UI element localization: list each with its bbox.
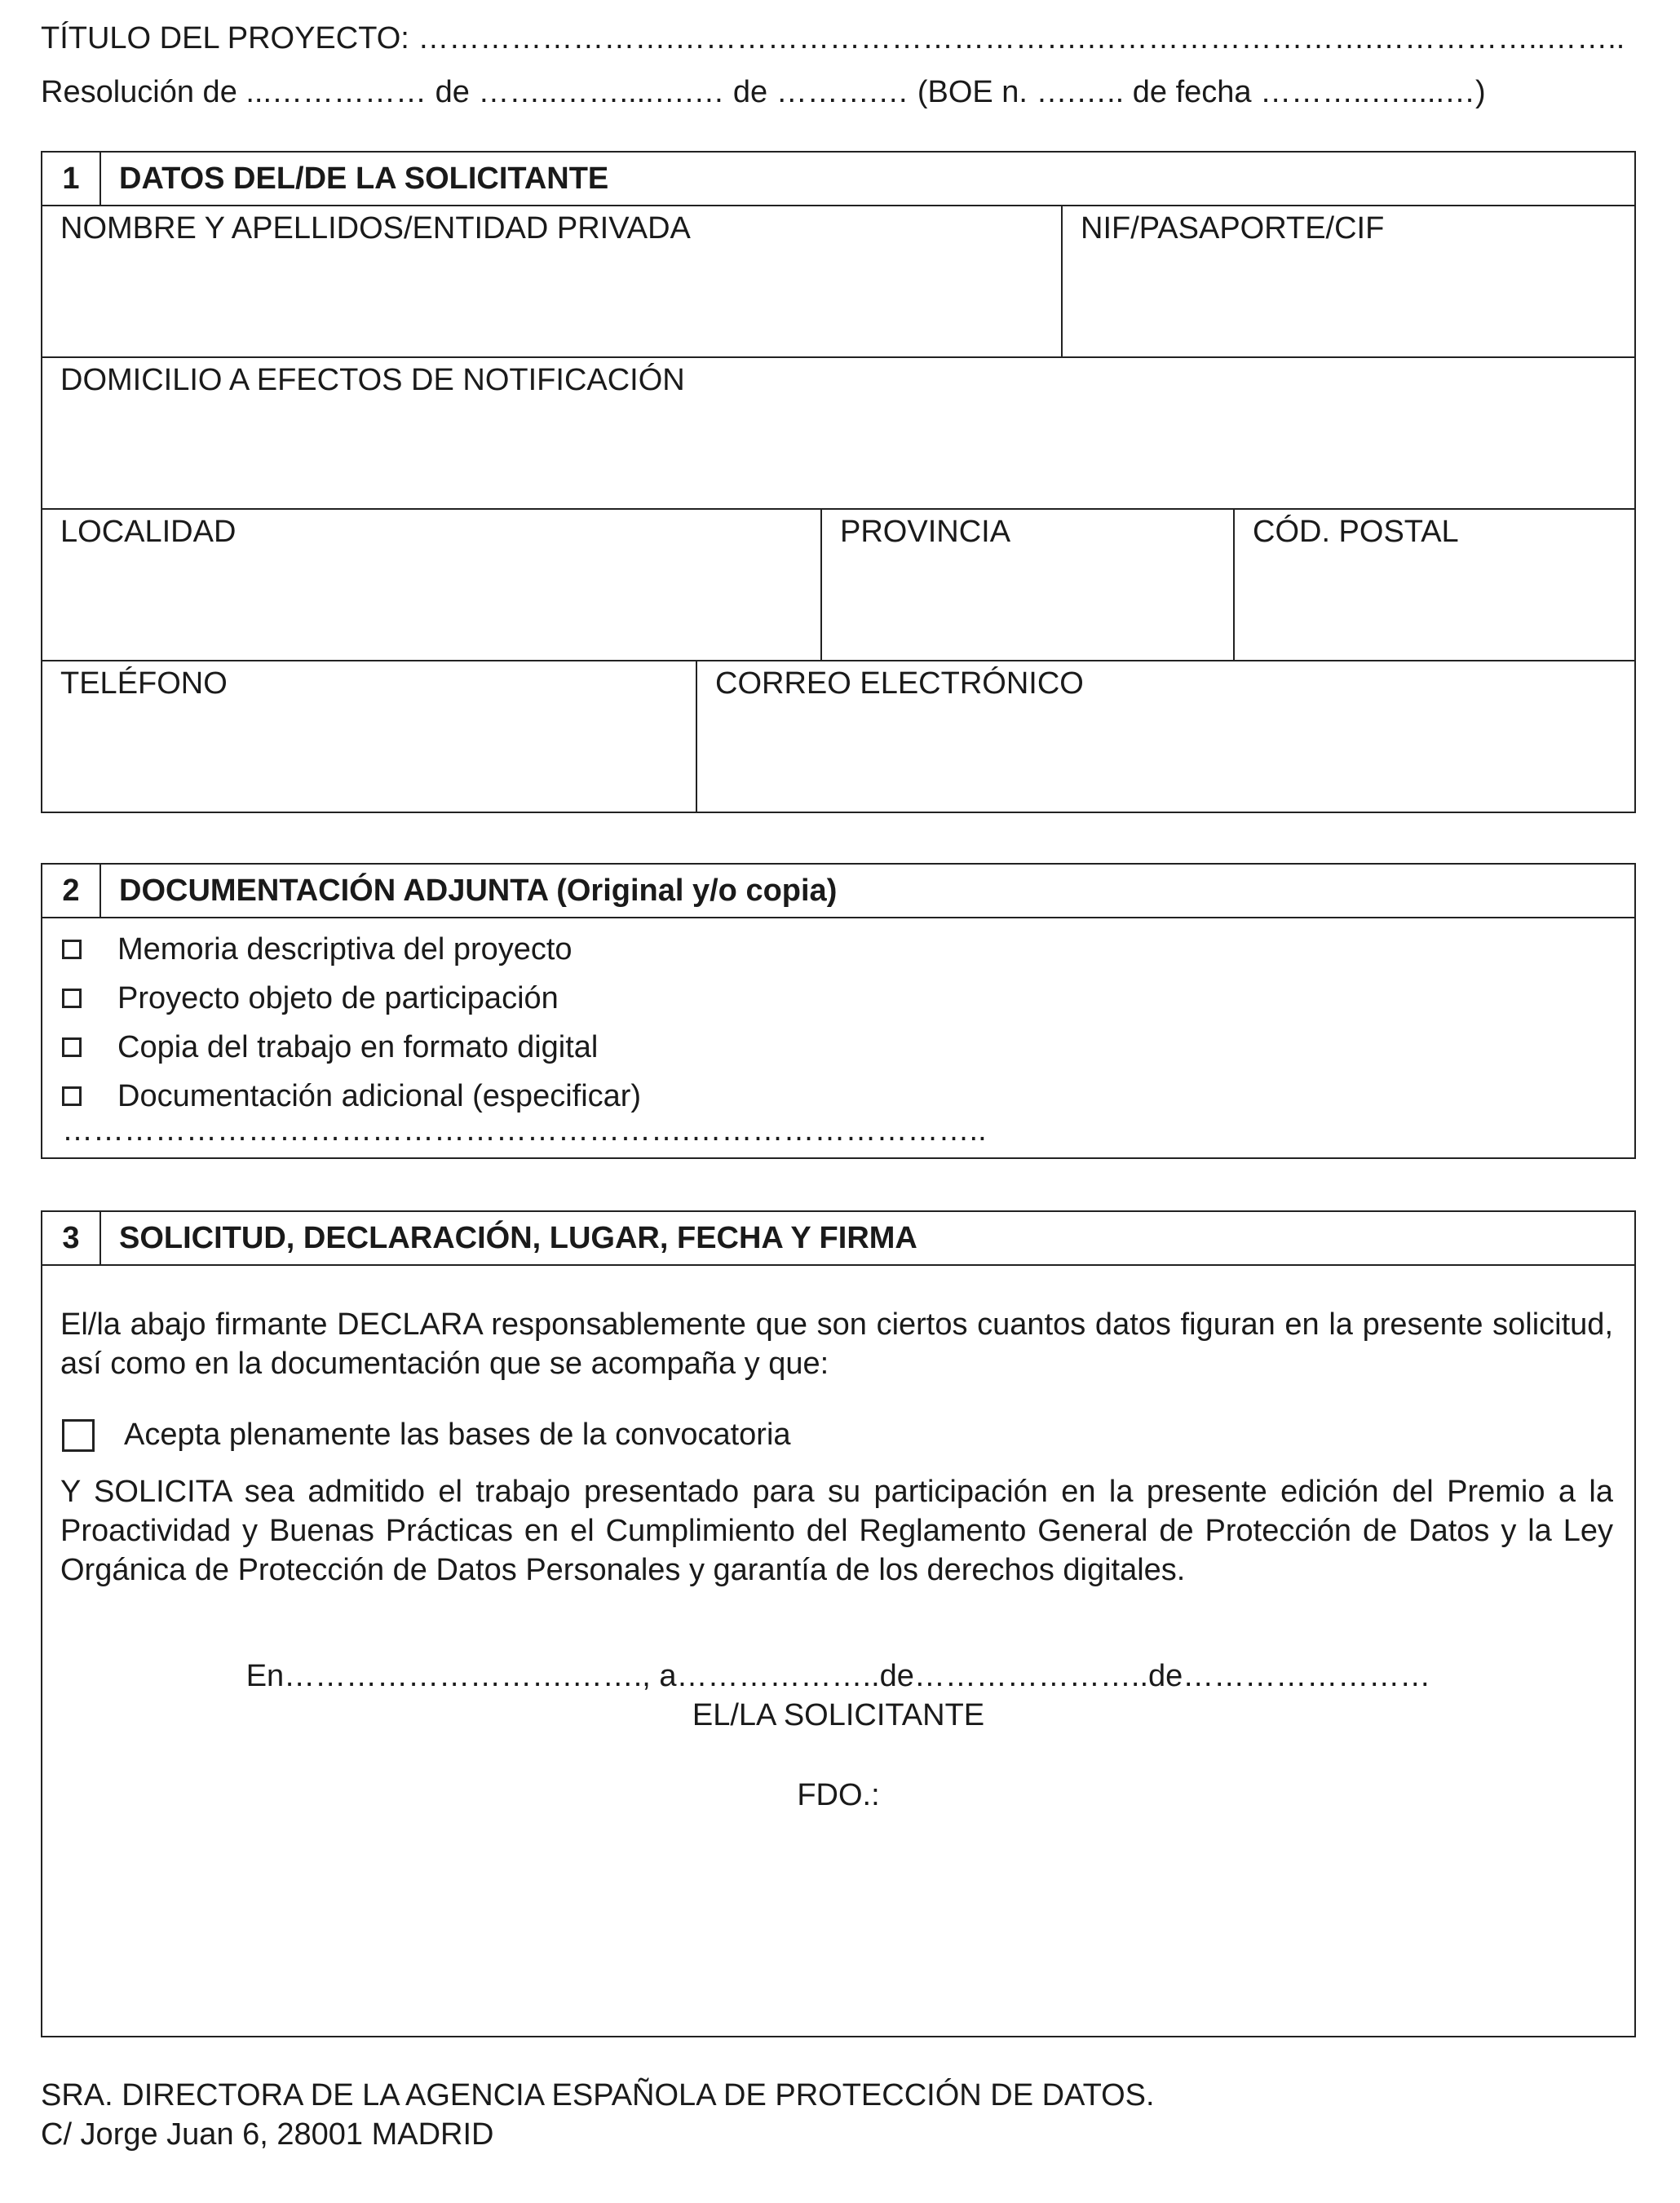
place-date-line[interactable]: En……………………….……., a………………..de…………………..de…………………… [245,1659,1431,1693]
checklist-label: Proyecto objeto de participación [117,980,559,1015]
accept-terms-row [62,1418,1634,1453]
section-2-header [42,865,1634,918]
checkbox-icon[interactable] [62,1419,95,1452]
section-title: DOCUMENTACIÓN ADJUNTA (Original y/o copia) [119,873,838,908]
checklist-item [42,925,1634,974]
signature-label: FDO.: [797,1778,880,1812]
section-title: SOLICITUD, DECLARACIÓN, LUGAR, FECHA Y FIRMA [119,1220,917,1255]
telefono-field[interactable]: TELÉFONO [42,661,697,812]
address-line: C/ Jorge Juan 6, 28001 MADRID [41,2117,494,2152]
section-1-header [42,153,1634,206]
section-request-signature [41,1210,1636,2037]
nombre-field[interactable]: NOMBRE Y APELLIDOS/ENTIDAD PRIVADA [42,206,1063,356]
nif-field[interactable]: NIF/PASAPORTE/CIF [1081,211,1385,246]
checklist-label: Documentación adicional (especificar) [117,1078,642,1113]
form-row [42,510,1634,661]
checklist-label: Copia del trabajo en formato digital [117,1029,599,1064]
section-title: DATOS DEL/DE LA SOLICITANTE [119,161,609,196]
accept-terms-label: Acepta plenamente las bases de la convocatoria [124,1418,791,1452]
signer-label: EL/LA SOLICITANTE [692,1698,985,1732]
checkbox-icon[interactable] [62,989,82,1008]
checklist-item [42,974,1634,1023]
localidad-field[interactable]: LOCALIDAD [42,510,822,660]
section-applicant-data [41,151,1636,813]
section-number: 1 [42,153,101,205]
section-attached-documents [41,863,1636,1159]
form-row [42,206,1634,358]
checklist-item [42,1023,1634,1072]
provincia-field[interactable]: PROVINCIA [822,510,1235,660]
checkbox-icon[interactable] [62,1086,82,1106]
specify-dots[interactable]: …………………………………………………….……………………….. [62,1113,987,1148]
project-title-line: TÍTULO DEL PROYECTO: …………………….………………………………….……………………….……………..…….. [41,21,1625,55]
checkbox-icon[interactable] [62,940,82,959]
form-row [42,661,1634,812]
resolution-line: Resolución de ...…………… de ……..……....….… de ……….… (BOE n. ….….. de fecha ………..….....…) [41,75,1486,109]
cp-field[interactable]: CÓD. POSTAL [1253,515,1459,549]
section-number: 3 [42,1212,101,1264]
document-checklist [42,918,1634,1147]
section-number: 2 [42,865,101,917]
declaration-text: El/la abajo firmante DECLARA responsablemente que son ciertos cuantos datos figuran en la presente solicitud, así como en la documentación que se acompaña y que: [60,1307,1613,1381]
checkbox-icon[interactable] [62,1037,82,1057]
form-row [42,358,1634,510]
checklist-label: Memoria descriptiva del proyecto [117,931,573,967]
section-3-header [42,1212,1634,1266]
domicilio-field[interactable]: DOMICILIO A EFECTOS DE NOTIFICACIÓN [60,363,685,397]
correo-field[interactable]: CORREO ELECTRÓNICO [715,666,1084,701]
request-text: Y SOLICITA sea admitido el trabajo presentado para su participación en la presente edición del Premio a la Proactividad y Buenas Prácticas en el Cumplimiento del Reglamento General de Protección de Datos y la Ley Orgánica de Protección de Datos Personales y garantía de los derechos digitales. [60,1475,1613,1587]
recipient-line: SRA. DIRECTORA DE LA AGENCIA ESPAÑOLA DE PROTECCIÓN DE DATOS. [41,2078,1155,2112]
